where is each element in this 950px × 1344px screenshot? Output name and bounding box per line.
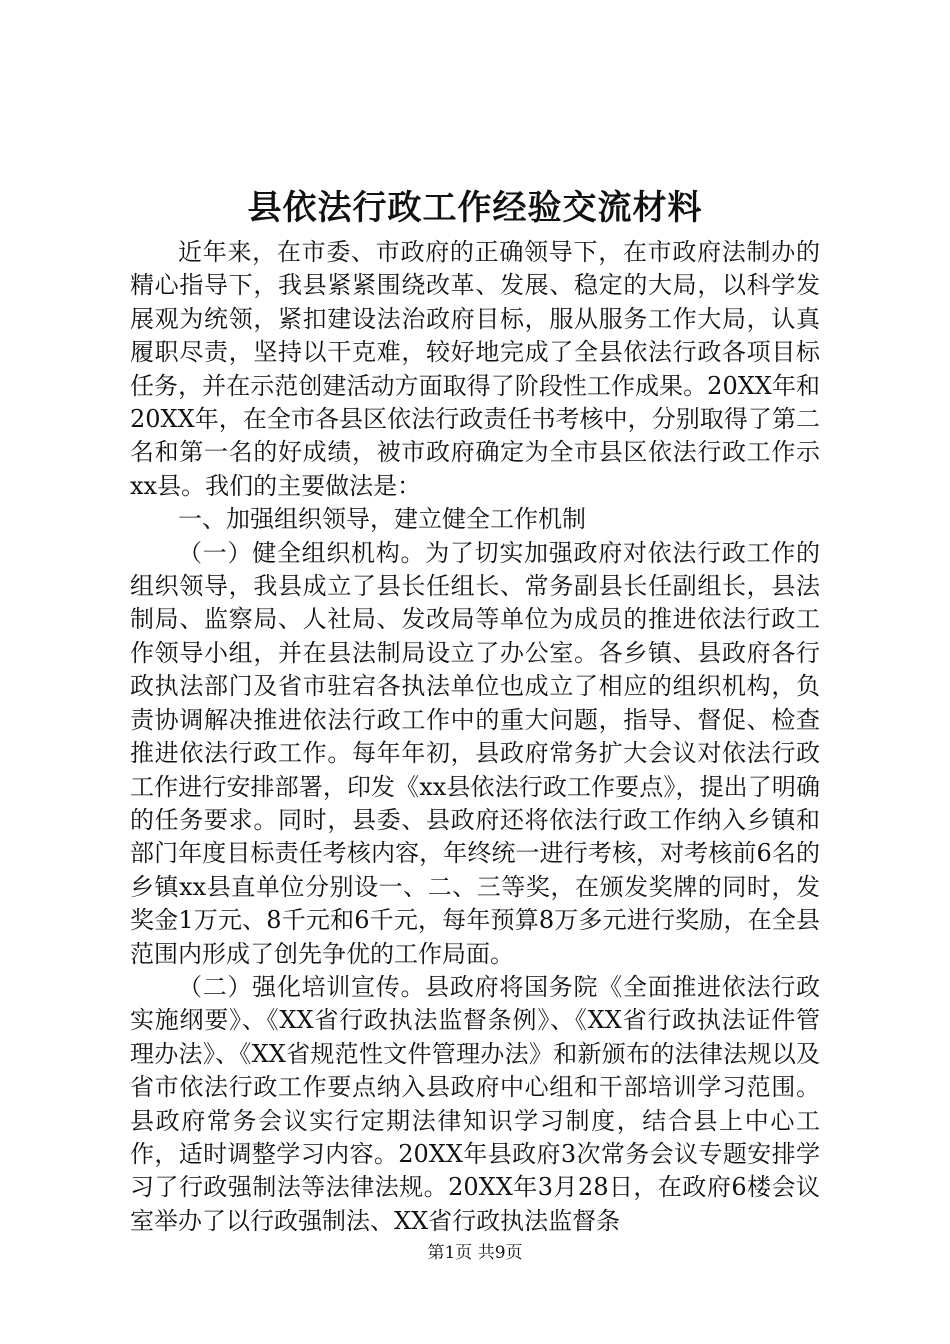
document-body (130, 236, 820, 1238)
page-title: 县依法行政工作经验交流材料 (247, 188, 703, 228)
section-heading: 一、加强组织领导，建立健全工作机制 (178, 505, 586, 534)
paragraph-organization: （一）健全组织机构。为了切实加强政府对依法行政工作的组织领导，我县成立了县长任组长、常务副县长任副组长，县法制局、监察局、人社局、发改局等单位为成员的推进依法行政工作领导小组，并在县法制局设立了办公室。各乡镇、县政府各行政执法部门及省市驻宕各执法单位也成立了相应的组织机构，负责协调解决推进依法行政工作中的重大问题，指导、督促、检查推进依法行政工作。每年年初，县政府常务扩大会议对依法行政工作进行安排部署，印发《xx县依法行政工作要点》，提出了明确的任务要求。同时，县委、县政府还将依法行政工作纳入乡镇和部门年度目标责任考核内容，年终统一进行考核，对考核前6名的乡镇xx县直单位分别设一、二、三等奖，在颁发奖牌的同时，发奖金1万元、8千元和6千元，每年预算8万多元进行奖励，在全县范围内形成了创先争优的工作局面。 (130, 538, 820, 968)
page-number-footer: 第1页 共9页 (427, 1243, 523, 1263)
paragraph-intro: 近年来，在市委、市政府的正确领导下，在市政府法制办的精心指导下，我县紧紧围绕改革、发展、稳定的大局，以科学发展观为统领，紧扣建设法治政府目标，服从服务工作大局，认真履职尽责，坚持以干克难，较好地完成了全县依法行政各项目标任务，并在示范创建活动方面取得了阶段性工作成果。20XX年和20XX年，在全市各县区依法行政责任书考核中，分别取得了第二名和第一名的好成绩，被市政府确定为全市县区依法行政工作示xx县。我们的主要做法是： (130, 238, 820, 500)
paragraph-training: （二）强化培训宣传。县政府将国务院《全面推进依法行政实施纲要》、《XX省行政执法监督条例》、《XX省行政执法证件管理办法》、《XX省规范性文件管理办法》和新颁布的法律法规以及省市依法行政工作要点纳入县政府中心组和干部培训学习范围。县政府常务会议实行定期法律知识学习制度，结合县上中心工作，适时调整学习内容。20XX年县政府3次常务会议专题安排学习了行政强制法等法律法规。20XX年3月28日，在政府6楼会议室举办了以行政强制法、XX省行政执法监督条 (130, 972, 820, 1235)
